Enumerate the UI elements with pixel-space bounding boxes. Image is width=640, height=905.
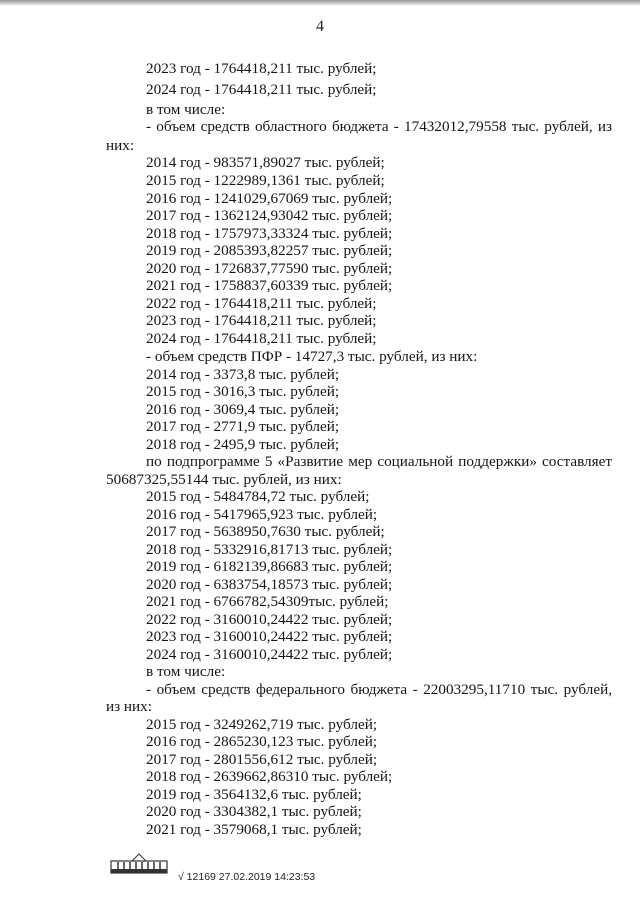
scan-top-edge [0, 0, 640, 6]
text-line: 2015 год - 3016,3 тыс. рублей; [146, 383, 340, 400]
text-line: 2014 год - 983571,89027 тыс. рублей; [146, 154, 385, 171]
text-line: 2017 год - 5638950,7630 тыс. рублей; [146, 523, 385, 540]
text-line: - объем средств ПФР - 14727,3 тыс. рублей, из них: [146, 348, 478, 365]
text-line: 2015 год - 1222989,1361 тыс. рублей; [146, 172, 385, 189]
text-line: 2021 год - 3579068,1 тыс. рублей; [146, 821, 362, 838]
text-line: 2020 год - 3304382,1 тыс. рублей; [146, 803, 362, 820]
text-line: 2016 год - 1241029,67069 тыс. рублей; [146, 190, 393, 207]
text-line: 2016 год - 5417965,923 тыс. рублей; [146, 506, 378, 523]
text-line: из них: [106, 698, 152, 715]
text-line: 2019 год - 2085393,82257 тыс. рублей; [146, 242, 393, 259]
text-line: 2018 год - 1757973,33324 тыс. рублей; [146, 225, 393, 242]
text-line: 2019 год - 6182139,86683 тыс. рублей; [146, 558, 393, 575]
text-line: 2020 год - 1726837,77590 тыс. рублей; [146, 260, 393, 277]
text-line: 2023 год - 3160010,24422 тыс. рублей; [146, 628, 393, 645]
text-line: в том числе: [146, 663, 226, 680]
text-line: 2021 год - 1758837,60339 тыс. рублей; [146, 277, 393, 294]
text-line: 2019 год - 3564132,6 тыс. рублей; [146, 786, 362, 803]
text-line: 2023 год - 1764418,211 тыс. рублей; [146, 60, 377, 77]
text-line: 2018 год - 2639662,86310 тыс. рублей; [146, 768, 393, 785]
text-line: 2017 год - 2801556,612 тыс. рублей; [146, 751, 378, 768]
text-line: 2018 год - 2495,9 тыс. рублей; [146, 436, 340, 453]
text-line: 2016 год - 3069,4 тыс. рублей; [146, 401, 340, 418]
text-line: 2022 год - 1764418,211 тыс. рублей; [146, 295, 377, 312]
building-stamp-icon [110, 851, 168, 875]
text-line: 2016 год - 2865230,123 тыс. рублей; [146, 733, 378, 750]
text-line: по подпрограмме 5 «Развитие мер социальной поддержки» составляет [146, 453, 612, 470]
document-registration-marker: √ 12169 27.02.2019 14:23:53 [178, 871, 316, 883]
page-number: 4 [316, 18, 324, 35]
text-line: 2014 год - 3373,8 тыс. рублей; [146, 366, 340, 383]
text-line: 2021 год - 6766782,54309тыс. рублей; [146, 593, 389, 610]
text-line: 2020 год - 6383754,18573 тыс. рублей; [146, 576, 393, 593]
text-line: 2024 год - 1764418,211 тыс. рублей; [146, 81, 377, 98]
text-line: 2018 год - 5332916,81713 тыс. рублей; [146, 541, 393, 558]
text-line: - объем средств федерального бюджета - 22003295,11710 тыс. рублей, [146, 681, 612, 698]
text-line: 2017 год - 2771,9 тыс. рублей; [146, 418, 340, 435]
text-line: 2015 год - 5484784,72 тыс. рублей; [146, 488, 370, 505]
text-line: 2024 год - 3160010,24422 тыс. рублей; [146, 646, 393, 663]
text-line: 2022 год - 3160010,24422 тыс. рублей; [146, 611, 393, 628]
text-line: 2023 год - 1764418,211 тыс. рублей; [146, 312, 377, 329]
text-line: 50687325,55144 тыс. рублей, из них: [106, 471, 342, 488]
text-line: 2015 год - 3249262,719 тыс. рублей; [146, 716, 378, 733]
text-line: 2017 год - 1362124,93042 тыс. рублей; [146, 207, 393, 224]
text-line: них: [106, 137, 135, 154]
text-line: в том числе: [146, 101, 226, 118]
text-line: 2024 год - 1764418,211 тыс. рублей; [146, 330, 377, 347]
text-line: - объем средств областного бюджета - 17432012,79558 тыс. рублей, из [146, 118, 612, 135]
